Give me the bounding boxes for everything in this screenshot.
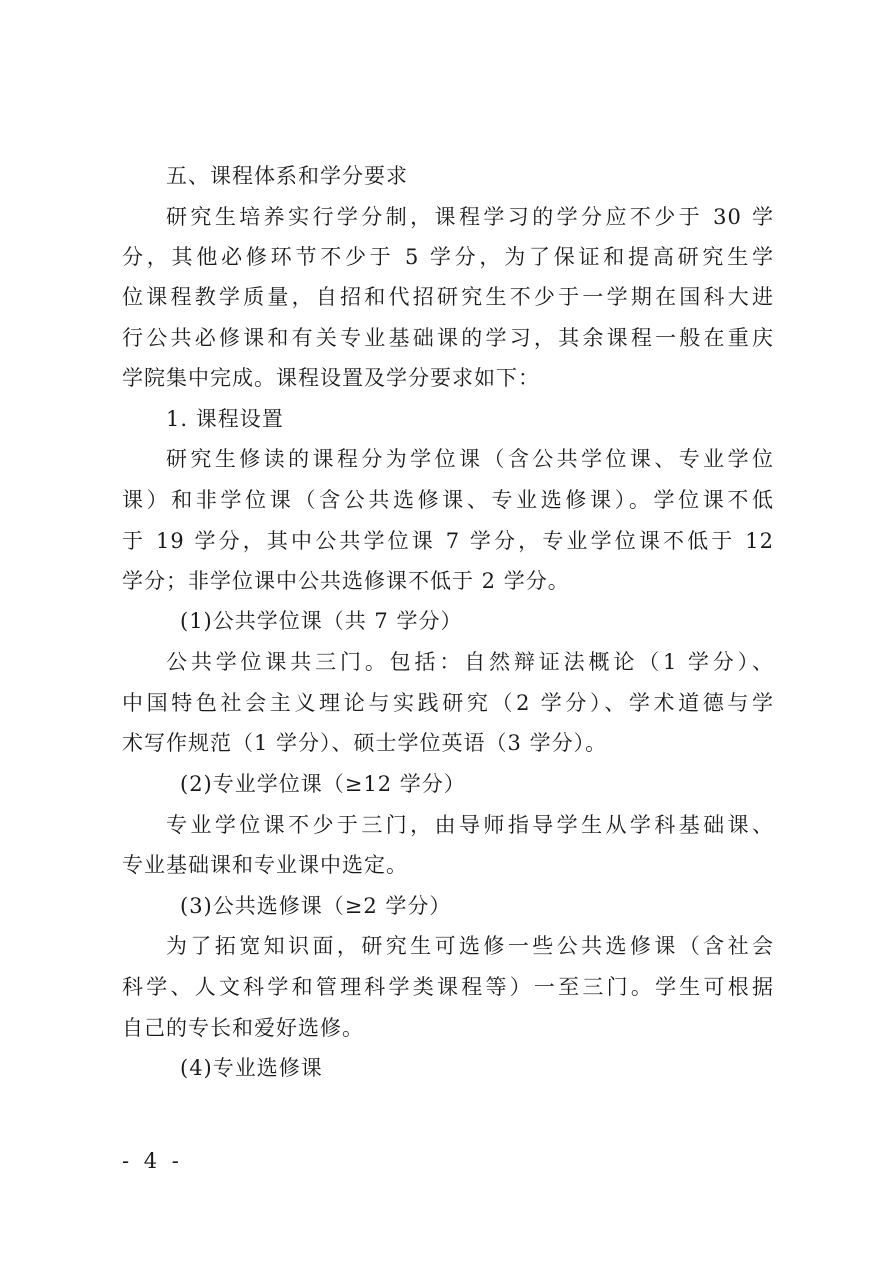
paragraph-line: 专业学位课不少于三门，由导师指导学生从学科基础课、 [166,813,774,837]
page-number: - 4 - [122,1149,183,1173]
paragraph-line: 研究生修读的课程分为学位课（含公共学位课、专业学位 [166,447,774,471]
paragraph-line: 公共学位课共三门。包括：自然辩证法概论（1 学分）、 [166,650,774,674]
item-title: (2)专业学位课（≥12 学分） [180,772,466,796]
paragraph-line: 学院集中完成。课程设置及学分要求如下： [122,366,540,390]
item-title: (4)专业选修课 [180,1056,323,1080]
paragraph-line: 位课程教学质量，自招和代招研究生不少于一学期在国科大进 [122,285,774,309]
section-heading: 五、课程体系和学分要求 [166,164,408,188]
subheading: 1. 课程设置 [166,407,284,431]
paragraph-line: 自己的专长和爱好选修。 [122,1016,364,1040]
paragraph-line: 专业基础课和专业课中选定。 [122,853,408,877]
item-title: (3)公共选修课（≥2 学分） [180,894,452,918]
paragraph-line: 行公共必修课和有关专业基础课的学习，其余课程一般在重庆 [122,326,774,350]
paragraph-line: 学分；非学位课中公共选修课不低于 2 学分。 [122,569,570,593]
paragraph-line: 分，其他必修环节不少于 5 学分，为了保证和提高研究生学 [122,245,774,269]
paragraph-line: 研究生培养实行学分制，课程学习的学分应不少于 30 学 [166,205,774,229]
item-title: (1)公共学位课（共 7 学分） [180,609,463,633]
paragraph-line: 中国特色社会主义理论与实践研究（2 学分）、学术道德与学 [122,691,774,715]
paragraph-line: 课）和非学位课（含公共选修课、专业选修课）。学位课不低 [122,488,774,512]
paragraph-line: 于 19 学分，其中公共学位课 7 学分，专业学位课不低于 12 [122,529,774,553]
paragraph-line: 科学、人文科学和管理科学类课程等）一至三门。学生可根据 [122,975,774,999]
paragraph-line: 为了拓宽知识面，研究生可选修一些公共选修课（含社会 [166,934,774,958]
paragraph-line: 术写作规范（1 学分）、硕士学位英语（3 学分）。 [122,731,608,755]
